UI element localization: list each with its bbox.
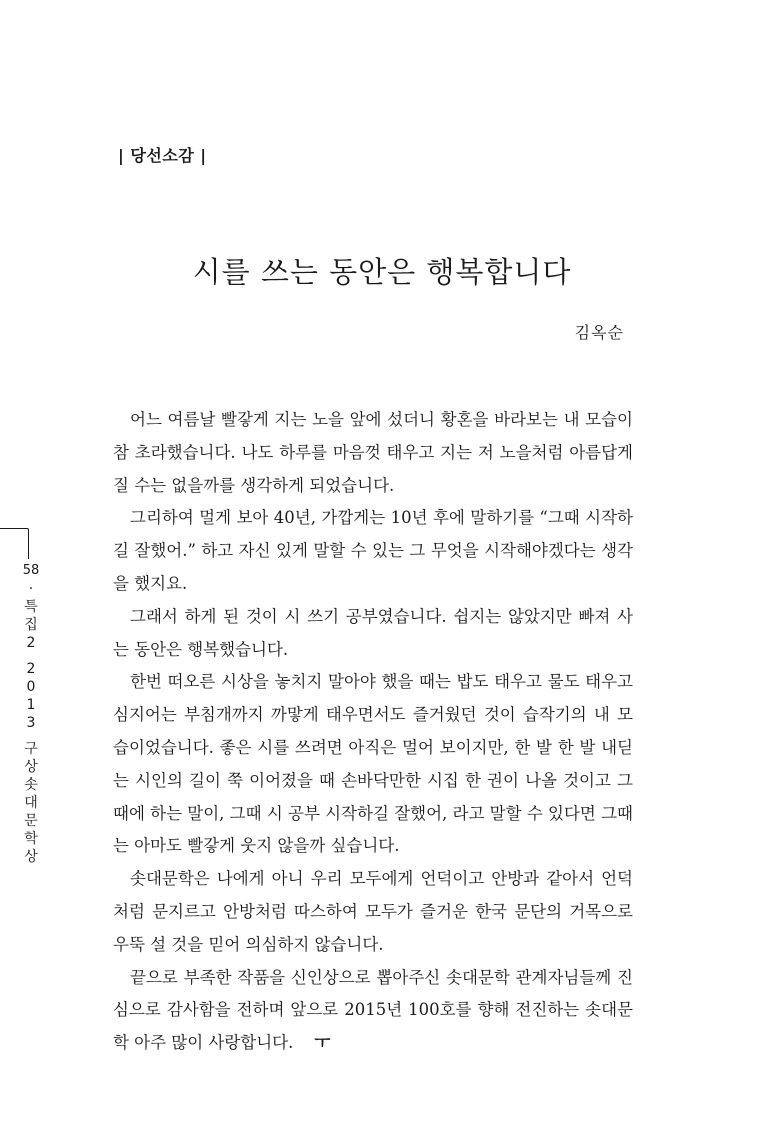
- sidebar-year-digit: 1: [26, 697, 36, 713]
- sidebar-issue-char: 집: [24, 617, 38, 633]
- paragraph: 한번 떠오른 시상을 놓치지 말아야 했을 때는 밥도 태우고 물도 태우고 심지어는 부침개까지 까맣게 태우면서도 즐거웠던 것이 습작기의 내 모습이었습니다. 좋은 시를 쓰려면 아직은 멀어 보이지만, 한 발 한 발 내딛는 시인의 길이 쭉 이어졌을 때 손바닥만한 시집 한 권이 나올 것이고 그때에 하는 말이, 그때 시 공부 시작하길 잘했어, 라고 말할 수 있다면 그때는 아마도 빨갛게 웃지 않을까 싶습니다.: [113, 672, 633, 856]
- sidebar-issue-char: 특: [24, 599, 38, 615]
- paragraph: 솟대문학은 나에게 아니 우리 모두에게 언덕이고 안방과 같아서 언덕처럼 문지르고 안방처럼 따스하여 모두가 즐거운 한국 문단의 거목으로 우뚝 설 것을 믿어 의심하지 않습니다.: [113, 869, 633, 954]
- sidebar-year-digit: 2: [26, 661, 36, 677]
- sidebar-dot: ·: [28, 581, 34, 597]
- article-body: [113, 404, 633, 1060]
- sidebar-pub-char: 구: [24, 741, 38, 757]
- author-name: 김옥순: [574, 323, 624, 342]
- paragraph: [113, 962, 633, 1060]
- sidebar-pub-char: 솟: [24, 777, 38, 793]
- sidebar-year-digit: 3: [26, 715, 36, 731]
- paragraph: 어느 여름날 빨갛게 지는 노을 앞에 섰더니 황혼을 바라보는 내 모습이 참 초라했습니다. 나도 하루를 마음껏 태우고 지는 저 노을처럼 아름답게 질 수는 없을까를 생각하게 되었습니다.: [113, 410, 633, 495]
- sidebar-pub-char: 상: [24, 759, 38, 775]
- sidebar-issue-char: 2: [26, 635, 36, 651]
- sidebar-running-head: [20, 562, 42, 866]
- paragraph: 그리하여 멀게 보아 40년, 가깝게는 10년 후에 말하기를 “그때 시작하길 잘했어.” 하고 자신 있게 말할 수 있는 그 무엇을 시작해야겠다는 생각을 했지요.: [113, 508, 633, 593]
- end-mark-icon: ㅜ: [314, 1033, 331, 1053]
- section-label: | 당선소감 |: [118, 146, 207, 165]
- paragraph-text: 끝으로 부족한 작품을 신인상으로 뽑아주신 솟대문학 관계자님들께 진심으로 감사함을 전하며 앞으로 2015년 100호를 향해 전진하는 솟대문학 아주 많이 사랑합니다.: [113, 967, 633, 1053]
- sidebar-pub-char: 문: [24, 813, 38, 829]
- article-title: 시를 쓰는 동안은 행복합니다: [192, 255, 572, 289]
- paragraph: 그래서 하게 된 것이 시 쓰기 공부였습니다. 쉽지는 않았지만 빠져 사는 동안은 행복했습니다.: [113, 606, 633, 659]
- sidebar-pub-char: 대: [24, 795, 38, 811]
- sidebar-year-digit: 0: [26, 679, 36, 695]
- sidebar-pub-char: 학: [24, 831, 38, 847]
- page-number: 58: [22, 563, 40, 578]
- sidebar-pub-char: 상: [24, 849, 38, 865]
- sidebar-divider: [0, 528, 29, 559]
